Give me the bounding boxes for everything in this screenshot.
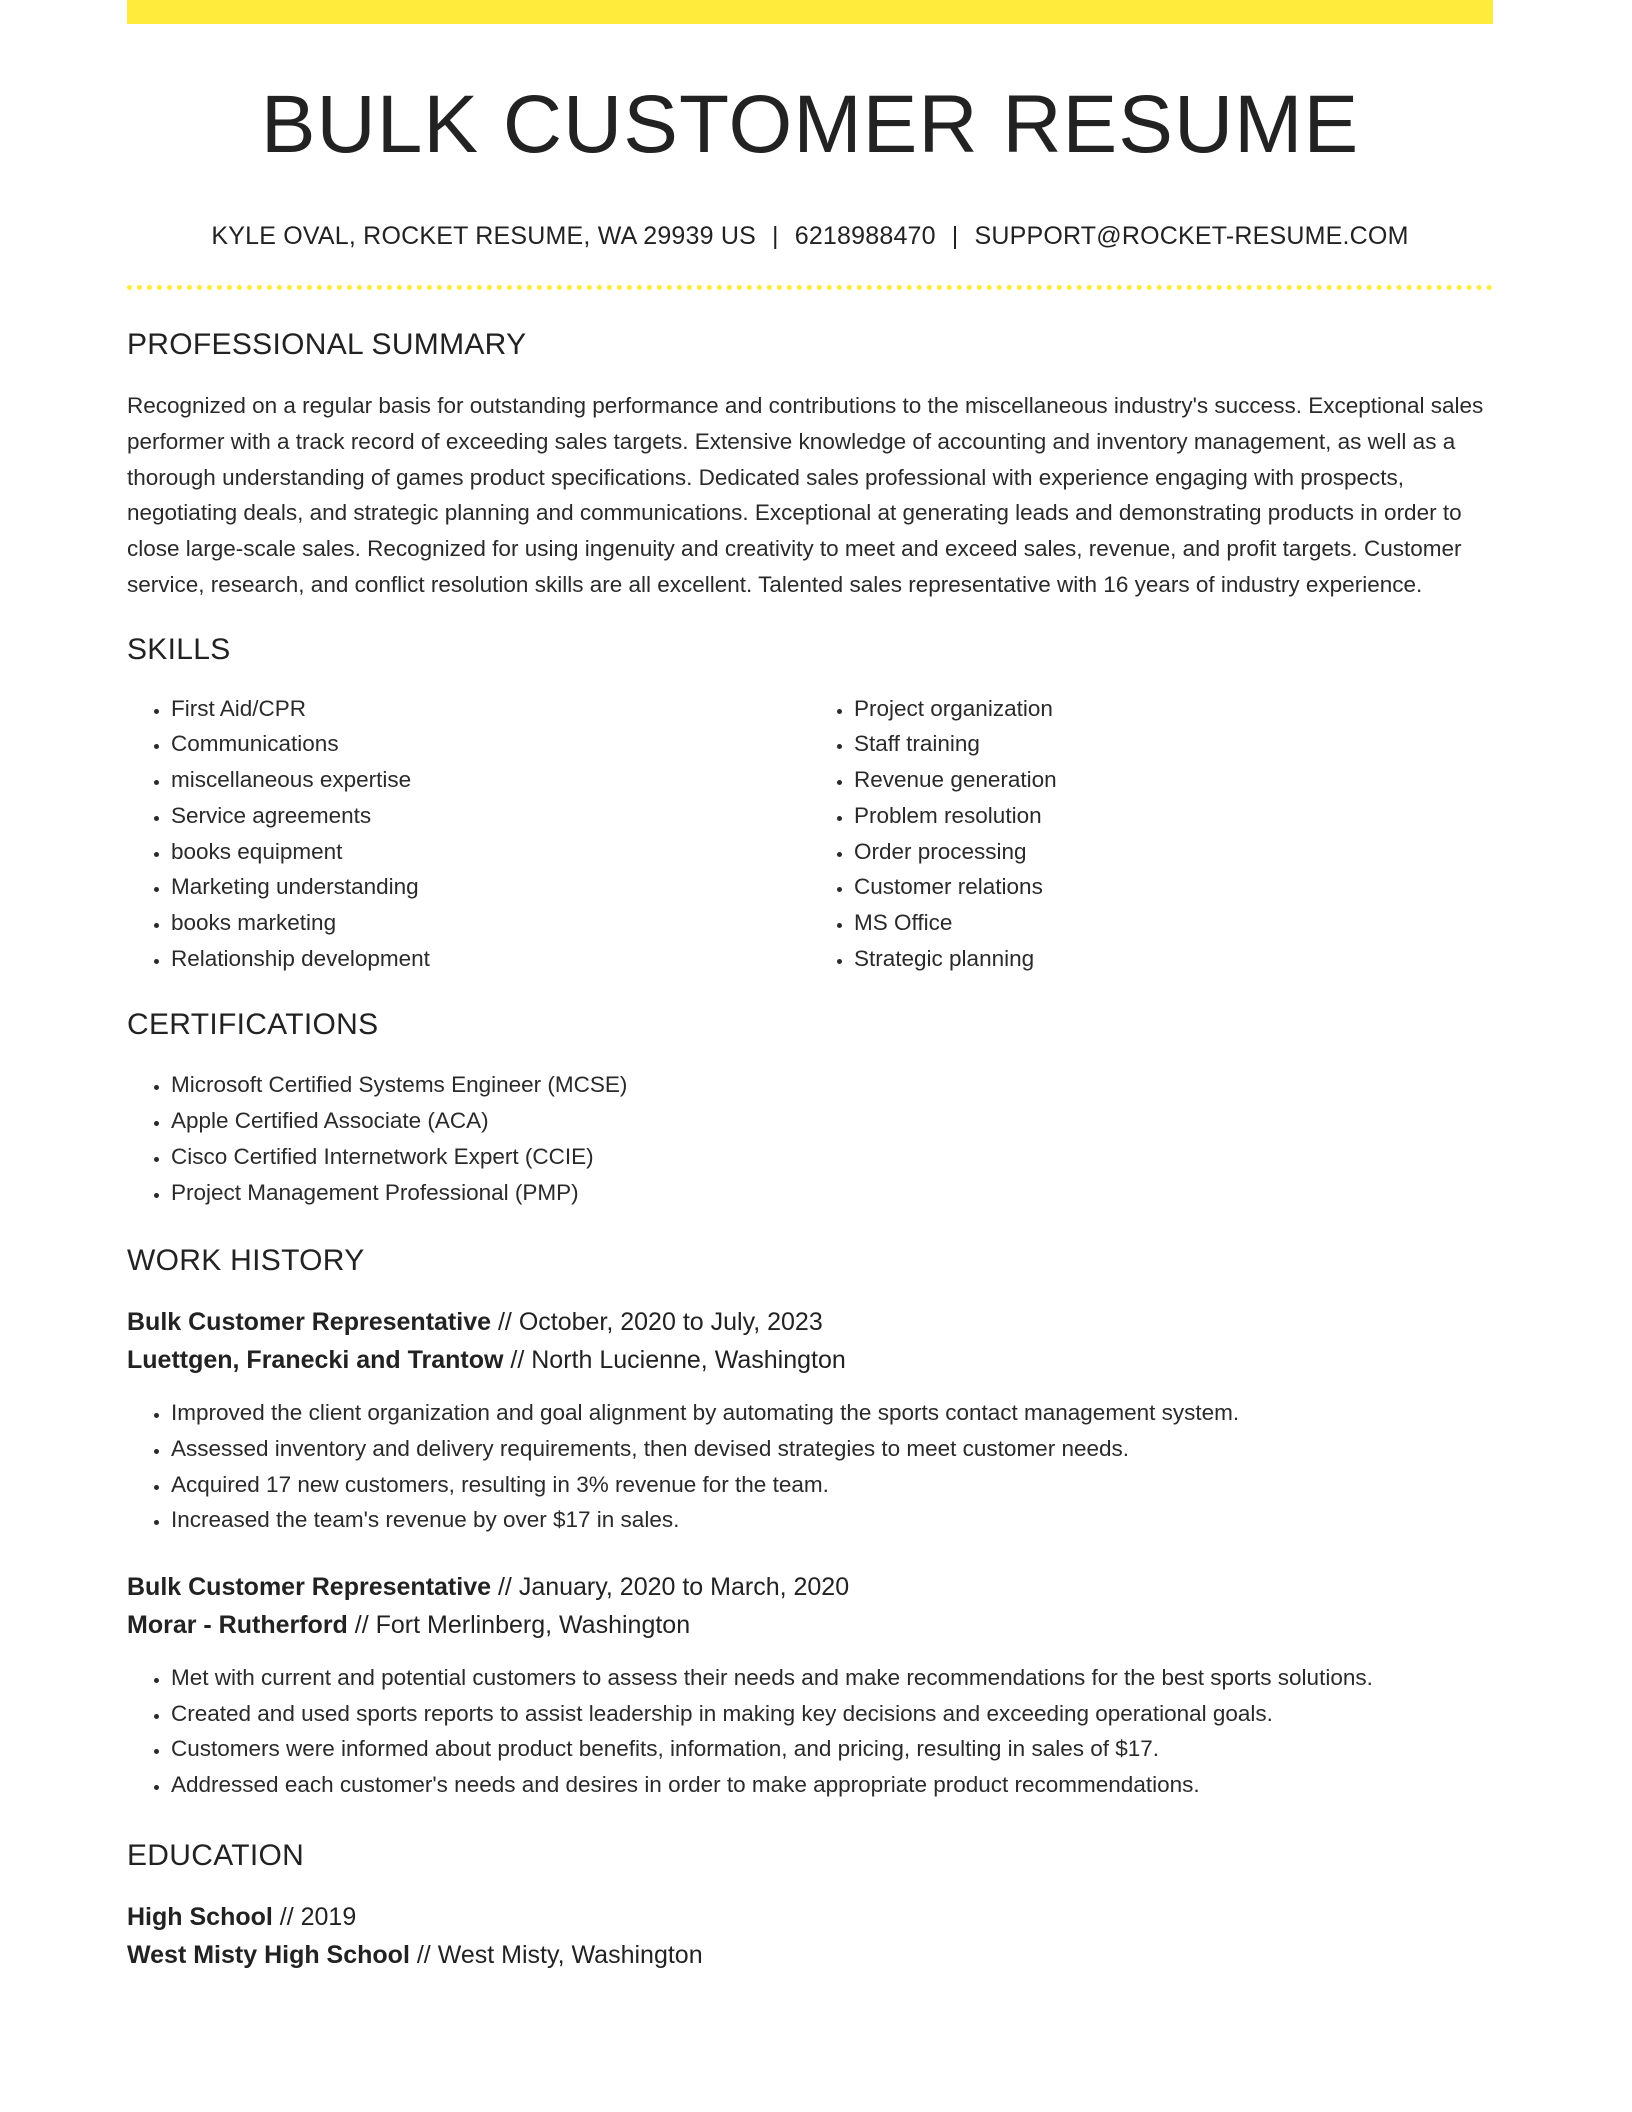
- resume-title: BULK CUSTOMER RESUME: [260, 79, 1360, 170]
- education-separator: //: [272, 1902, 301, 1931]
- job-dates: January, 2020 to March, 2020: [518, 1573, 850, 1602]
- job-separator: //: [347, 1611, 376, 1640]
- job-bullet: • Created and used sports reports to assist leadership in making key decisions and exceeding operational goals.: [171, 1696, 1493, 1732]
- certification-item: • Project Management Professional (PMP): [171, 1175, 1493, 1211]
- skill-item: • MS Office: [854, 905, 1493, 941]
- education-degree: High School: [127, 1902, 273, 1931]
- education-entry: [127, 1898, 1493, 1974]
- job-role: Bulk Customer Representative: [127, 1573, 492, 1602]
- education-separator: //: [409, 1940, 438, 1969]
- job-role: Bulk Customer Representative: [127, 1308, 492, 1337]
- summary-text: Recognized on a regular basis for outstanding performance and contributions to the miscellaneous industry's success. Exceptional sales performer with a track record of exceeding sales targets. Extensive knowledge of accounting and inventory management, as well as a thorough understanding of games product specifications. Dedicated sales professional with experience engaging with prospects, negotiating deals, and strategic planning and communications. Exceptional at generating leads and demonstrating products in order to close large-scale sales. Recognized for using ingenuity and creativity to meet and exceed sales, revenue, and profit targets. Customer service, research, and conflict resolution skills are all excellent. Talented sales representative with 16 years of industry experience.: [127, 393, 1484, 597]
- job-role-line: [127, 1568, 1493, 1606]
- top-accent-bar: [127, 0, 1493, 24]
- contact-line: [127, 224, 1493, 249]
- skills-columns: [127, 691, 1493, 977]
- skill-item: • Project organization: [854, 691, 1493, 727]
- job-dates: October, 2020 to July, 2023: [518, 1308, 823, 1337]
- skills-heading: SKILLS: [127, 632, 231, 666]
- certification-item: • Microsoft Certified Systems Engineer (MCSE): [171, 1067, 1493, 1103]
- skill-item: • Relationship development: [171, 941, 810, 977]
- job-company-line: [127, 1606, 1493, 1644]
- job-location: North Lucienne, Washington: [531, 1346, 846, 1375]
- skill-item: • Service agreements: [171, 798, 810, 834]
- contact-email: SUPPORT@ROCKET-RESUME.COM: [974, 222, 1409, 250]
- education-year: 2019: [300, 1902, 357, 1931]
- job-bullet: • Met with current and potential customers to assess their needs and make recommendations for the best sports solutions.: [171, 1660, 1493, 1696]
- skill-item: • Marketing understanding: [171, 869, 810, 905]
- job-bullet: • Addressed each customer's needs and desires in order to make appropriate product recommendations.: [171, 1767, 1493, 1803]
- certifications-heading: CERTIFICATIONS: [127, 1008, 379, 1042]
- job-separator: //: [491, 1308, 519, 1337]
- certification-item: • Cisco Certified Internetwork Expert (CCIE): [171, 1139, 1493, 1175]
- skill-item: • Order processing: [854, 834, 1493, 870]
- skill-item: • First Aid/CPR: [171, 691, 810, 727]
- dotted-divider: [127, 285, 1493, 290]
- job-bullet: • Increased the team's revenue by over $17 in sales.: [171, 1502, 1493, 1538]
- skills-list-left: [127, 691, 810, 977]
- certification-item: • Apple Certified Associate (ACA): [171, 1103, 1493, 1139]
- job-entry: [127, 1303, 1493, 1538]
- job-bullets: [127, 1395, 1493, 1538]
- skill-item: • Revenue generation: [854, 762, 1493, 798]
- job-separator: //: [503, 1346, 532, 1375]
- job-bullet: • Assessed inventory and delivery requirements, then devised strategies to meet customer needs.: [171, 1431, 1493, 1467]
- skill-item: • books marketing: [171, 905, 810, 941]
- skill-item: • Staff training: [854, 726, 1493, 762]
- job-location: Fort Merlinberg, Washington: [375, 1611, 691, 1640]
- job-company: Morar - Rutherford: [127, 1611, 348, 1640]
- skill-item: • Customer relations: [854, 869, 1493, 905]
- summary-heading: PROFESSIONAL SUMMARY: [127, 328, 527, 361]
- education-school-line: [127, 1936, 1493, 1974]
- certifications-list: [127, 1067, 1493, 1210]
- job-bullet: • Improved the client organization and goal alignment by automating the sports contact management system.: [171, 1395, 1493, 1431]
- job-separator: //: [491, 1573, 519, 1602]
- skill-item: • miscellaneous expertise: [171, 762, 810, 798]
- job-bullets: [127, 1660, 1493, 1803]
- education-heading: EDUCATION: [127, 1838, 305, 1872]
- job-role-line: [127, 1303, 1493, 1341]
- education-location: West Misty, Washington: [437, 1940, 703, 1969]
- skill-item: • Communications: [171, 726, 810, 762]
- skills-list-right: [810, 691, 1493, 977]
- contact-phone: 6218988470: [794, 222, 936, 250]
- education-school: West Misty High School: [127, 1940, 410, 1969]
- contact-separator: |: [951, 222, 959, 250]
- skill-item: • Problem resolution: [854, 798, 1493, 834]
- education-degree-line: [127, 1898, 1493, 1936]
- job-entry: [127, 1568, 1493, 1803]
- skill-item: • Strategic planning: [854, 941, 1493, 977]
- job-bullet: • Acquired 17 new customers, resulting in 3% revenue for the team.: [171, 1467, 1493, 1503]
- resume-page: [127, 0, 1493, 1974]
- job-bullet: • Customers were informed about product benefits, information, and pricing, resulting in sales of $17.: [171, 1731, 1493, 1767]
- job-company-line: [127, 1341, 1493, 1379]
- contact-address: KYLE OVAL, ROCKET RESUME, WA 29939 US: [211, 222, 757, 250]
- contact-separator: |: [772, 222, 779, 250]
- job-company: Luettgen, Franecki and Trantow: [127, 1346, 504, 1375]
- work-history-heading: WORK HISTORY: [127, 1244, 365, 1278]
- skill-item: • books equipment: [171, 834, 810, 870]
